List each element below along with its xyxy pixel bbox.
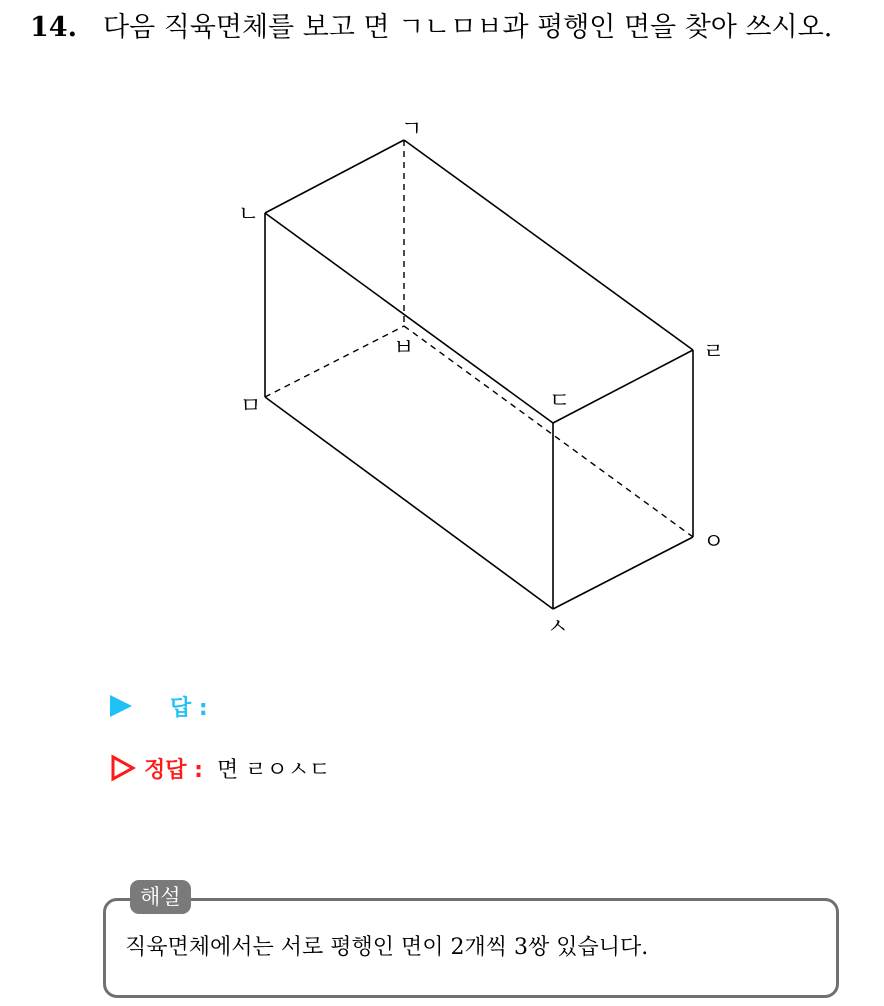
edge-n-d (265, 213, 553, 423)
vertex-label-r: ㄹ (703, 340, 725, 365)
outline-arrow-icon (110, 754, 136, 782)
edge-g-n (265, 140, 404, 213)
edge-b-o-hidden (404, 326, 693, 537)
edge-s-o (553, 537, 693, 609)
vertex-label-m: ㅁ (240, 394, 262, 419)
question-text: 다음 직육면체를 보고 면 ㄱㄴㅁㅂ과 평행인 면을 찾아 쓰시오. (102, 12, 833, 43)
vertex-label-s: ㅅ (547, 615, 569, 640)
edge-g-r (404, 140, 693, 350)
vertex-label-b: ㅂ (393, 336, 415, 361)
vertex-label-o: ㅇ (703, 530, 725, 555)
correct-answer-label: 정답 : (144, 757, 203, 783)
vertex-label-n: ㄴ (238, 202, 260, 227)
explanation-text: 직육면체에서는 서로 평행인 면이 2개씩 3쌍 있습니다. (125, 935, 649, 960)
explanation-tag: 해설 (130, 880, 191, 914)
edge-m-s (265, 397, 553, 609)
answer-row (110, 690, 208, 722)
edge-r-d (553, 350, 693, 423)
vertex-label-g: ㄱ (401, 117, 423, 142)
edge-m-b-hidden (265, 326, 404, 397)
correct-answer-row (110, 752, 330, 784)
play-arrow-icon (110, 695, 132, 717)
correct-answer-value: 면 ㄹㅇㅅㄷ (216, 757, 331, 783)
vertex-label-d: ㄷ (549, 389, 571, 414)
question-number: 14. (30, 12, 77, 43)
answer-label: 답 : (170, 695, 208, 721)
